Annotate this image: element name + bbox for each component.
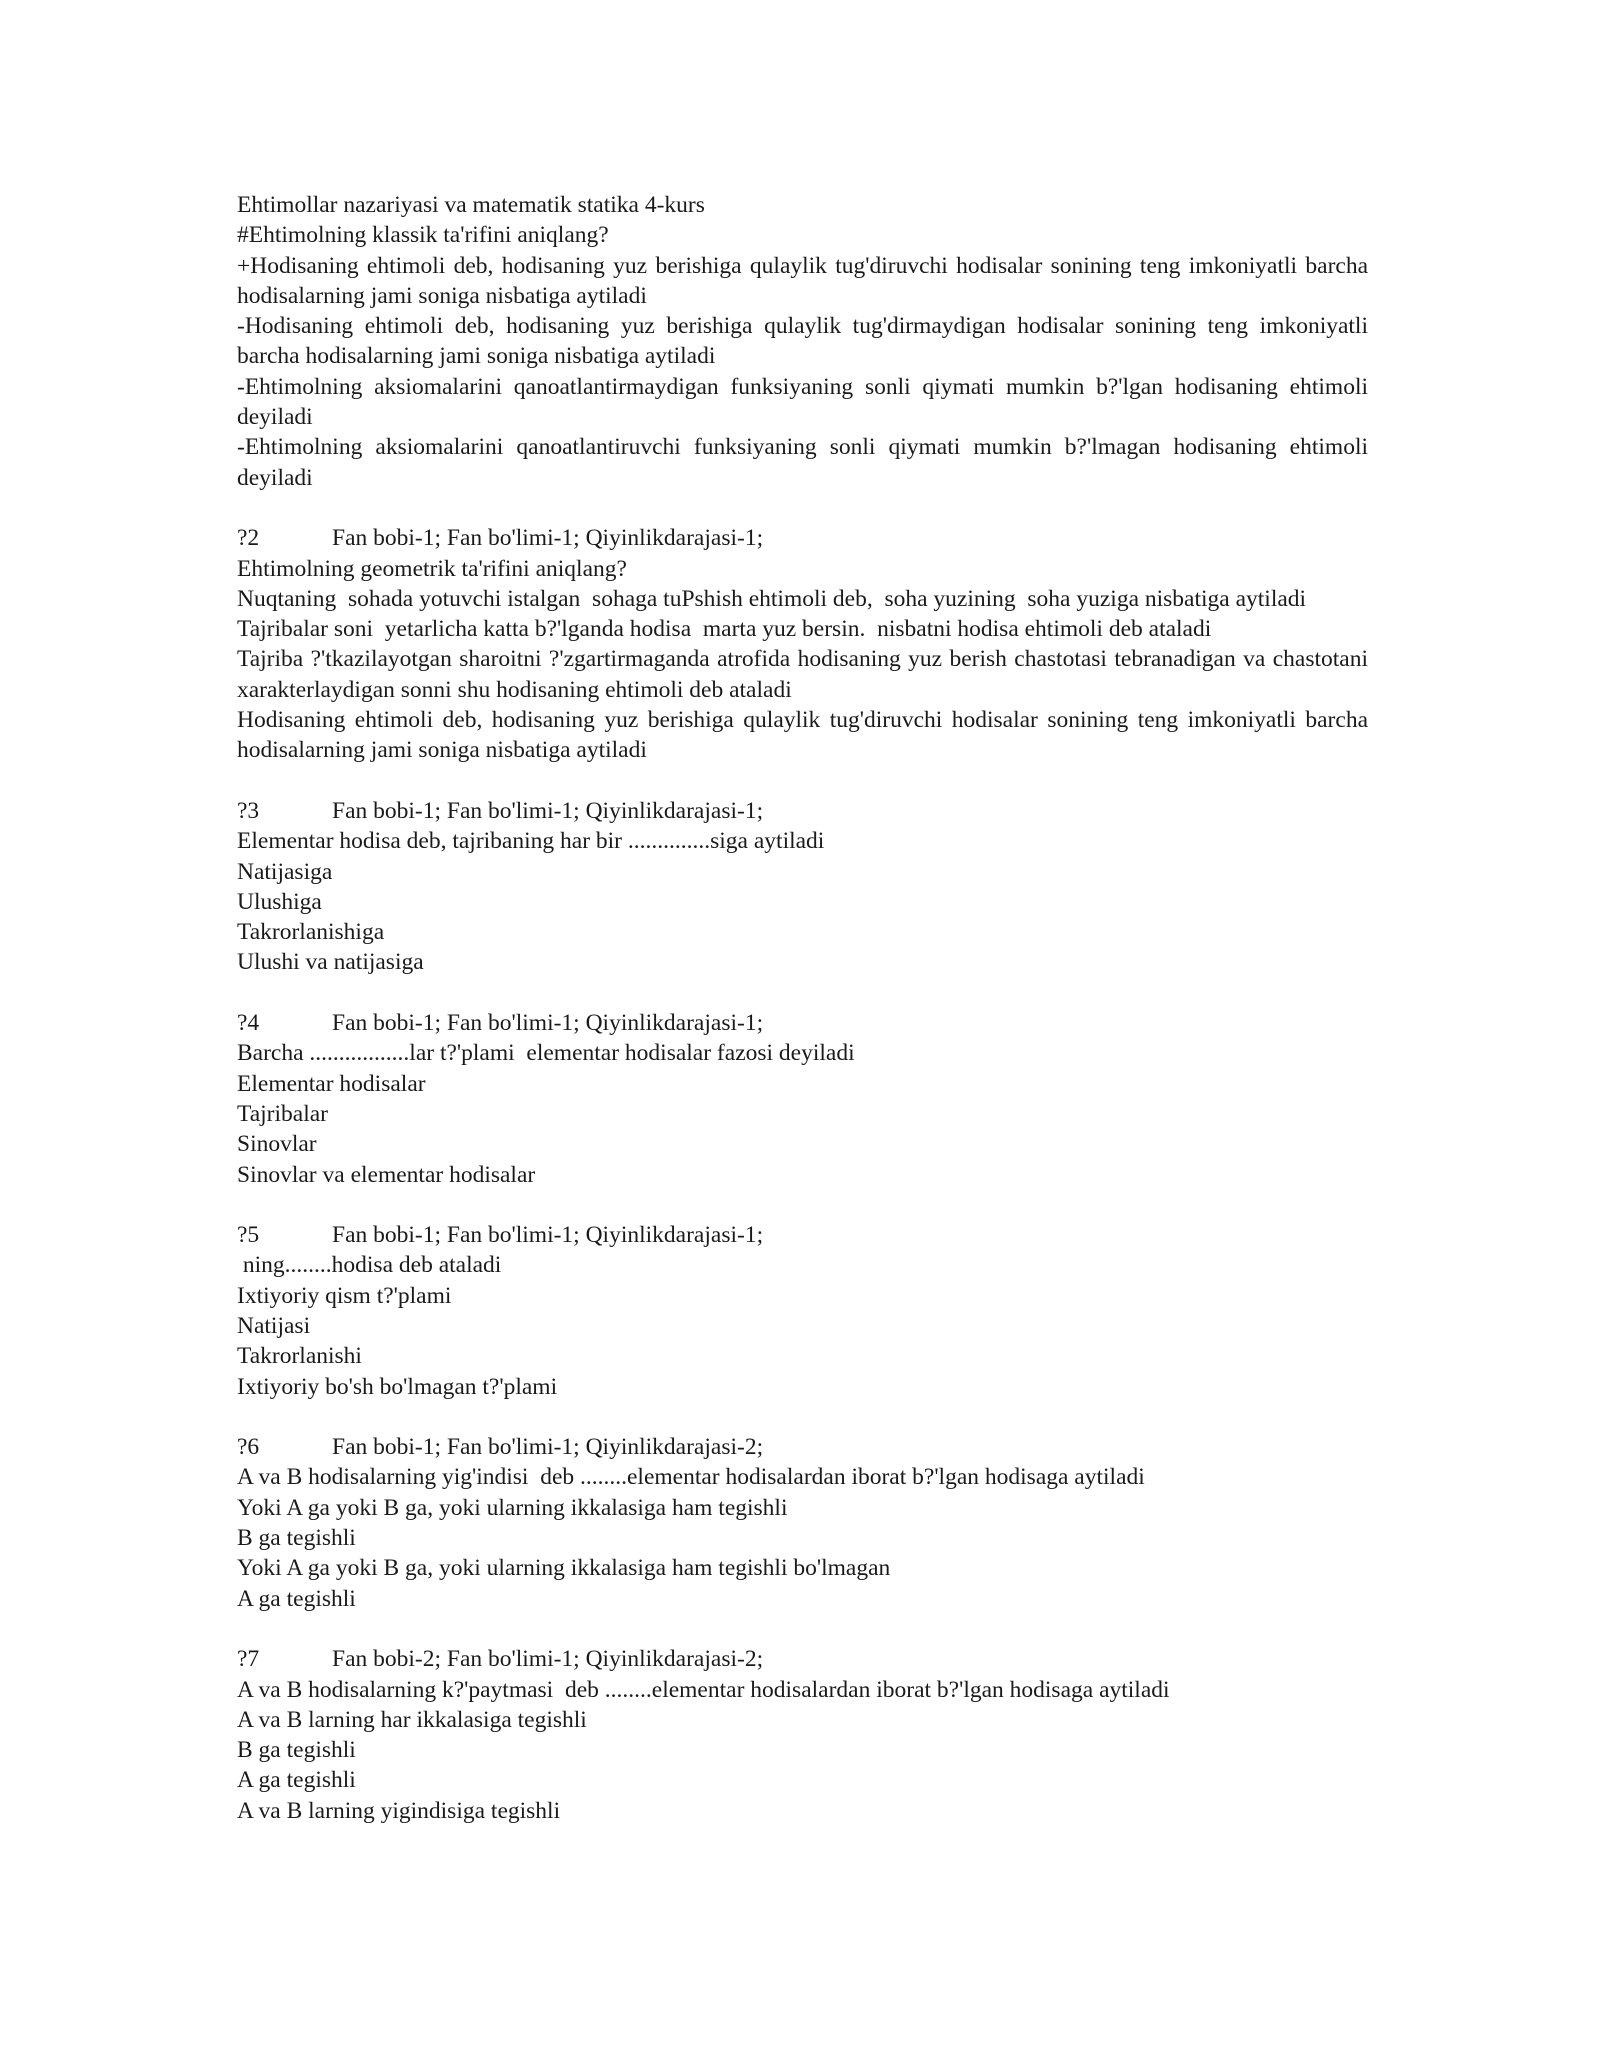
question-1-option-4: -Ehtimolning aksiomalarini qanoatlantiruvchi funksiyaning sonli qiymati mumkin b?'lmagan hodisaning ehtimoli deyiladi xyxy=(237,434,1374,491)
question-6-text: A va B hodisalarning yig'indisi deb ........elementar hodisalardan iborat b?'lgan hodisaga aytiladi xyxy=(237,1464,1145,1491)
spacer xyxy=(237,978,1368,1008)
question-meta: Fan bobi-1; Fan bo'limi-1; Qiyinlikdarajasi-1; xyxy=(332,1010,764,1037)
question-2-text: Ehtimolning geometrik ta'rifini aniqlang? xyxy=(237,555,627,582)
question-3-option-1: Natijasiga xyxy=(237,858,333,885)
question-3-option-3: Takrorlanishiga xyxy=(237,919,385,946)
question-1-text: #Ehtimolning klassik ta'rifini aniqlang? xyxy=(237,222,609,249)
question-5-header xyxy=(237,1220,1368,1250)
question-4-option-1: Elementar hodisalar xyxy=(237,1070,426,1097)
question-2-header xyxy=(237,523,1368,553)
spacer xyxy=(237,766,1368,796)
question-meta: Fan bobi-2; Fan bo'limi-1; Qiyinlikdarajasi-2; xyxy=(332,1646,764,1673)
question-4-header xyxy=(237,1008,1368,1038)
question-number: ?7 xyxy=(237,1646,260,1673)
question-4-text: Barcha .................lar t?'plami elementar hodisalar fazosi deyiladi xyxy=(237,1040,855,1067)
question-5-option-4: Ixtiyoriy bo'sh bo'lmagan t?'plami xyxy=(237,1373,558,1400)
question-6-option-3: Yoki A ga yoki B ga, yoki ularning ikkalasiga ham tegishli bo'lmagan xyxy=(237,1555,891,1582)
question-6-header xyxy=(237,1432,1368,1462)
spacer xyxy=(237,1614,1368,1644)
question-7-option-2: B ga tegishli xyxy=(237,1737,356,1764)
document-title: Ehtimollar nazariyasi va matematik statika 4-kurs xyxy=(237,192,705,218)
question-4-option-3: Sinovlar xyxy=(237,1131,317,1158)
spacer xyxy=(237,493,1368,523)
question-2-option-4: Hodisaning ehtimoli deb, hodisaning yuz berishiga qulaylik tug'diruvchi hodisalar sonining teng imkoniyatli barcha hodisalarning jami soniga nisbatiga aytiladi xyxy=(237,707,1374,764)
question-6-option-2: B ga tegishli xyxy=(237,1525,356,1552)
question-2-option-2: Tajribalar soni yetarlicha katta b?'lganda hodisa marta yuz bersin. nisbatni hodisa ehtimoli deb ataladi xyxy=(237,616,1212,643)
question-7-option-4: A va B larning yigindisiga tegishli xyxy=(237,1797,561,1824)
question-3-option-4: Ulushi va natijasiga xyxy=(237,949,424,976)
question-5-option-2: Natijasi xyxy=(237,1312,311,1339)
question-3-header xyxy=(237,796,1368,826)
question-5-option-1: Ixtiyoriy qism t?'plami xyxy=(237,1282,452,1309)
question-6-option-4: A ga tegishli xyxy=(237,1585,356,1612)
spacer xyxy=(237,1190,1368,1220)
question-number: ?3 xyxy=(237,797,260,824)
question-number: ?2 xyxy=(237,525,260,552)
question-meta: Fan bobi-1; Fan bo'limi-1; Qiyinlikdarajasi-1; xyxy=(332,1222,764,1249)
question-1-option-3: -Ehtimolning aksiomalarini qanoatlantirmaydigan funksiyaning sonli qiymati mumkin b?'lgan hodisaning ehtimoli deyiladi xyxy=(237,373,1374,431)
question-7-header xyxy=(237,1644,1368,1674)
question-4-option-2: Tajribalar xyxy=(237,1100,328,1127)
question-4-option-4: Sinovlar va elementar hodisalar xyxy=(237,1161,536,1188)
question-7-option-1: A va B larning har ikkalasiga tegishli xyxy=(237,1706,587,1733)
question-2-option-1: Nuqtaning sohada yotuvchi istalgan sohaga tuPshish ehtimoli deb, soha yuzining soha yuziga nisbatiga aytiladi xyxy=(237,585,1307,612)
question-number: ?4 xyxy=(237,1010,260,1037)
spacer xyxy=(237,1402,1368,1432)
question-7-option-3: A ga tegishli xyxy=(237,1767,356,1794)
question-number: ?6 xyxy=(237,1434,260,1461)
question-7-text: A va B hodisalarning k?'paytmasi deb ........elementar hodisalardan iborat b?'lgan hodisaga aytiladi xyxy=(237,1676,1170,1703)
question-1-option-2: -Hodisaning ehtimoli deb, hodisaning yuz berishiga qulaylik tug'dirmaydigan hodisalar sonining teng imkoniyatli barcha hodisalarning jami soniga nisbatiga aytiladi xyxy=(237,313,1374,370)
question-6-option-1: Yoki A ga yoki B ga, yoki ularning ikkalasiga ham tegishli xyxy=(237,1494,788,1521)
question-5-text: ning........hodisa deb ataladi xyxy=(237,1252,502,1279)
question-meta: Fan bobi-1; Fan bo'limi-1; Qiyinlikdarajasi-1; xyxy=(332,797,764,824)
question-1-option-1: +Hodisaning ehtimoli deb, hodisaning yuz berishiga qulaylik tug'diruvchi hodisalar sonining teng imkoniyatli barcha hodisalarning jami soniga nisbatiga aytiladi xyxy=(237,252,1374,309)
question-meta: Fan bobi-1; Fan bo'limi-1; Qiyinlikdarajasi-1; xyxy=(332,525,764,552)
question-3-text: Elementar hodisa deb, tajribaning har bir ..............siga aytiladi xyxy=(237,828,825,855)
question-number: ?5 xyxy=(237,1222,260,1249)
document-page xyxy=(237,190,1374,1826)
question-3-option-2: Ulushiga xyxy=(237,888,322,915)
question-meta: Fan bobi-1; Fan bo'limi-1; Qiyinlikdarajasi-2; xyxy=(332,1434,764,1461)
question-5-option-3: Takrorlanishi xyxy=(237,1343,362,1370)
question-2-option-3: Tajriba ?'tkazilayotgan sharoitni ?'zgartirmaganda atrofida hodisaning yuz berish chastotasi tebranadigan va chastotani xarakterlaydigan sonni shu hodisaning ehtimoli deb ataladi xyxy=(237,646,1374,703)
